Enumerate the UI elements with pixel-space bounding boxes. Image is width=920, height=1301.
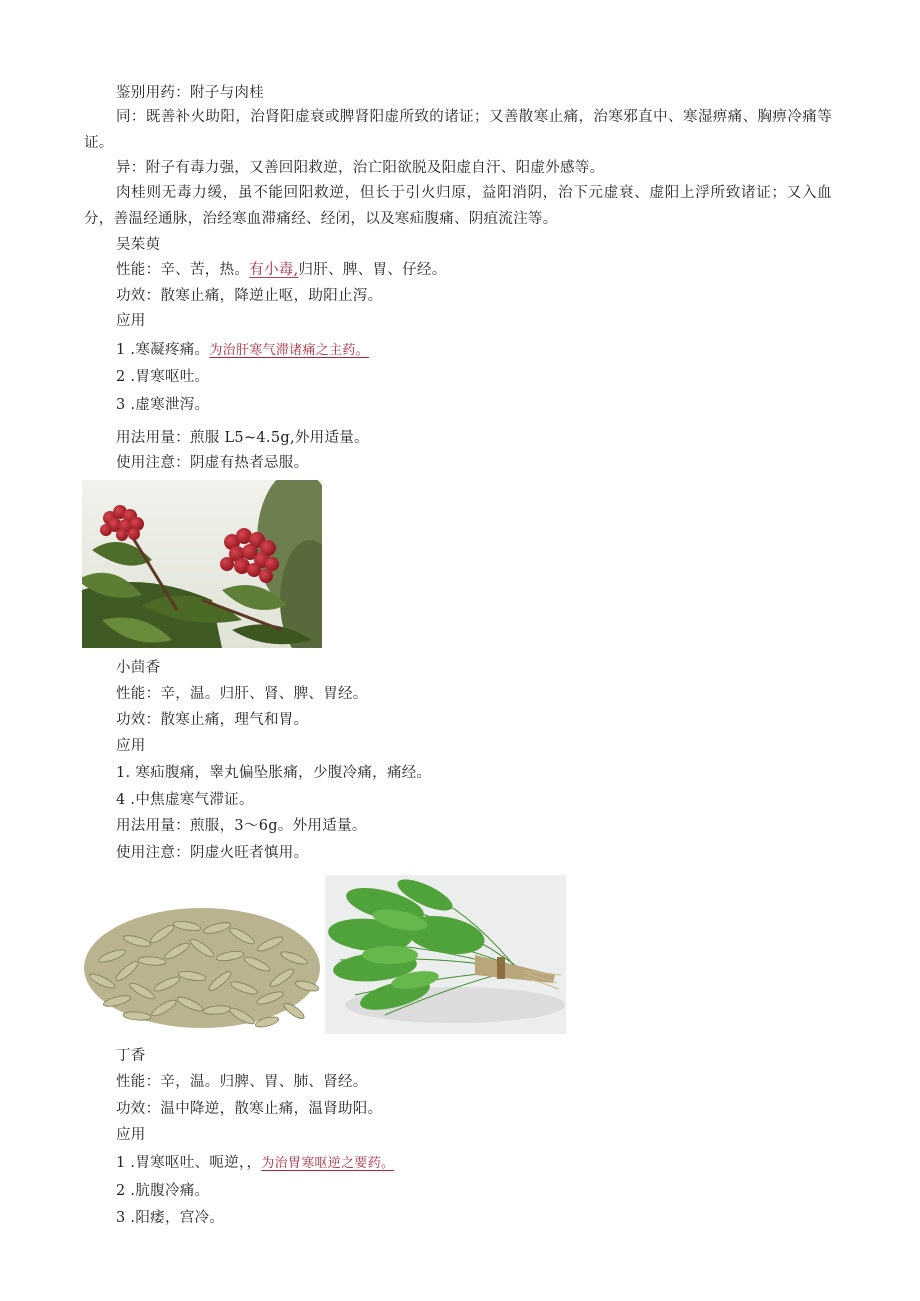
wuzhuyu-item-1-text: 1 .寒凝疼痛。 bbox=[116, 342, 210, 358]
paragraph-yi: 异：附子有毒力强，又善回阳救逆，治亡阳欲脱及阳虚自汗、阳虚外感等。 bbox=[116, 160, 605, 176]
dingxiang-item-1-text: 1 .胃寒呕吐、呃逆，， bbox=[116, 1155, 262, 1171]
wuzhuyu-toxicity-highlight: 有小毒, bbox=[249, 262, 299, 278]
herb-name-dingxiang: 丁香 bbox=[116, 1048, 146, 1064]
fennel-seeds-photo bbox=[82, 886, 322, 1034]
dingxiang-application-item-3: 3 .阳痿，宫冷。 bbox=[116, 1210, 225, 1226]
dingxiang-application-heading: 应用 bbox=[116, 1127, 146, 1143]
wuzhuyu-dosage: 用法用量：煎服 L5~4.5g,外用适量。 bbox=[116, 430, 369, 446]
wuzhuyu-application-item-2: 2 .胃寒呕吐。 bbox=[116, 369, 210, 385]
wuzhuyu-efficacy: 功效：散寒止痛，降逆止呕，助阳止泻。 bbox=[116, 288, 383, 304]
wuzhuyu-properties bbox=[116, 257, 447, 283]
wuzhuyu-application-item-1 bbox=[116, 337, 369, 364]
herb-name-wuzhuyu: 吴茱萸 bbox=[116, 237, 161, 253]
paragraph-rougui: 肉桂则无毒力缓，虽不能回阳救逆，但长于引火归原，益阳消阴，治下元虚衰、虚阳上浮所致诸证；又入血分，善温经通脉，治经寒血滞痛经、经闭，以及寒疝腹痛、阴疽流注等。 bbox=[84, 185, 832, 227]
wuzhuyu-properties-text-a: 性能：辛、苦，热。 bbox=[116, 262, 250, 278]
herb-name-xiaohuixiang: 小茴香 bbox=[116, 660, 161, 676]
xiaohuixiang-dosage: 用法用量：煎服，3～6g。外用适量。 bbox=[116, 818, 367, 834]
dingxiang-efficacy: 功效：温中降逆，散寒止痛，温肾助阳。 bbox=[116, 1101, 383, 1117]
xiaohuixiang-properties: 性能：辛，温。归肝、肾、脾、胃经。 bbox=[116, 686, 368, 702]
xiaohuixiang-application-item-1: 1. 寒疝腹痛，睾丸偏坠胀痛，少腹冷痛，痛经。 bbox=[116, 765, 432, 781]
dingxiang-item-1-highlight: 为治胃寒呕逆之要药。 bbox=[261, 1156, 395, 1171]
fennel-plant-photo bbox=[325, 875, 566, 1034]
paragraph-tong: 同：既善补火助阳，治肾阳虚衰或脾肾阳虚所致的诸证；又善散寒止痛，治寒邪直中、寒湿痹痛、胸痹冷痛等证。 bbox=[84, 109, 832, 151]
section-title-fuzi-rougui: 鉴别用药：附子与肉桂 bbox=[116, 85, 264, 101]
dingxiang-application-item-1 bbox=[116, 1150, 394, 1177]
xiaohuixiang-caution: 使用注意：阴虚火旺者慎用。 bbox=[116, 845, 309, 861]
dingxiang-properties: 性能：辛，温。归脾、胃、肺、肾经。 bbox=[116, 1074, 368, 1090]
wuzhuyu-caution: 使用注意：阴虚有热者忌服。 bbox=[116, 455, 309, 471]
xiaohuixiang-application-heading: 应用 bbox=[116, 738, 146, 754]
xiaohuixiang-efficacy: 功效：散寒止痛，理气和胃。 bbox=[116, 712, 309, 728]
dingxiang-application-item-2: 2 .肮腹冷痛。 bbox=[116, 1183, 210, 1199]
wuzhuyu-item-1-highlight: 为治肝寒气滞诸痛之主药。 bbox=[209, 343, 369, 358]
wuzhuyu-photo bbox=[82, 480, 322, 648]
wuzhuyu-application-heading: 应用 bbox=[116, 313, 146, 329]
xiaohuixiang-application-item-2: 4 .中焦虚寒气滞证。 bbox=[116, 792, 254, 808]
wuzhuyu-properties-text-b: 归肝、脾、胃、仔经。 bbox=[298, 262, 447, 278]
wuzhuyu-application-item-3: 3 .虚寒泄泻。 bbox=[116, 397, 210, 413]
